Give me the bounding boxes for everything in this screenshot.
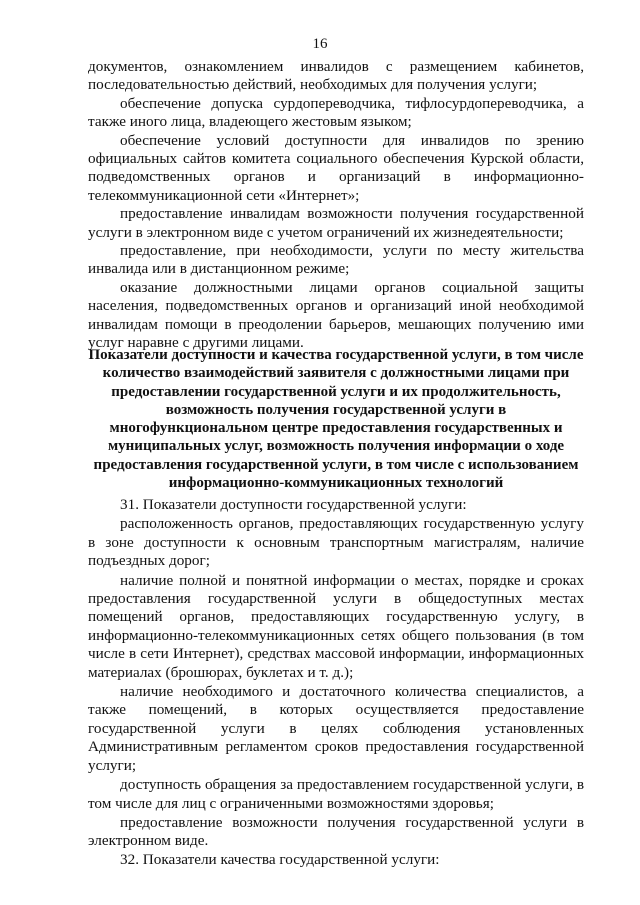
paragraph: доступность обращения за предоставлением государственной услуги, в том числе для лиц с ограниченными возможностями здоровья; bbox=[88, 776, 584, 812]
paragraph: 31. Показатели доступности государственной услуги: bbox=[120, 496, 467, 513]
paragraph: предоставление возможности получения государственной услуги в электронном виде. bbox=[88, 813, 584, 850]
section-body bbox=[88, 496, 584, 869]
paragraph: расположенность органов, предоставляющих государственную услугу в зоне доступности к основным транспортным магистралям, наличие подъездных дорог; bbox=[88, 515, 584, 570]
paragraph: обеспечение допуска сурдопереводчика, тифлосурдопереводчика, а также иного лица, владеющего жестовым языком; bbox=[88, 94, 584, 131]
paragraph: 32. Показатели качества государственной услуги: bbox=[120, 850, 440, 868]
paragraph: наличие необходимого и достаточного количества специалистов, а также помещений, в которых осуществляется предоставление государственной услуги в целях соблюдения установленных Административным регламентом сроков предоставления государственной услуги; bbox=[88, 683, 584, 774]
paragraph: предоставление, при необходимости, услуги по месту жительства инвалида или в дистанционном режиме; bbox=[88, 242, 584, 278]
paragraph: документов, ознакомлением инвалидов с размещением кабинетов, последовательностью действий, необходимых для получения услуги; bbox=[88, 58, 584, 94]
paragraph: обеспечение условий доступности для инвалидов по зрению официальных сайтов комитета социального обеспечения Курской области, подведомственных органов и организаций в информационно-телекоммуникационной сети «Интернет»; bbox=[88, 131, 584, 204]
paragraph: наличие полной и понятной информации о местах, порядке и сроках предоставления государственной услуги в общедоступных местах помещений органов, предоставляющих государственную услугу, в информационно-телекоммуникационных сетях общего пользования (в том числе в сети Интернет), средствах массовой информации, информационных материалах (брошюрах, буклетах и т. д.); bbox=[88, 571, 584, 681]
section-heading: Показатели доступности и качества государственной услуги, в том числе количество взаимодействий заявителя с должностными лицами при предоставлении государственной услуги и их продолжительность, возможность получения государственной услуги в многофункциональном центре предоставления государственных и муниципальных услуг, возможность получения информации о ходе предоставления государственной услуги, в том числе с использованием информационно-коммуникационных технологий bbox=[88, 347, 584, 492]
paragraph: предоставление инвалидам возможности получения государственной услуги в электронном виде с учетом ограничений их жизнедеятельности; bbox=[88, 205, 584, 241]
paragraph: оказание должностными лицами органов социальной защиты населения, подведомственных органов и организаций иной необходимой инвалидам помощи в преодолении барьеров, мешающих получению ими услуг наравне с другими лицами. bbox=[88, 278, 584, 352]
accessibility-measures-list bbox=[88, 58, 584, 353]
page-number: 16 bbox=[312, 36, 328, 52]
